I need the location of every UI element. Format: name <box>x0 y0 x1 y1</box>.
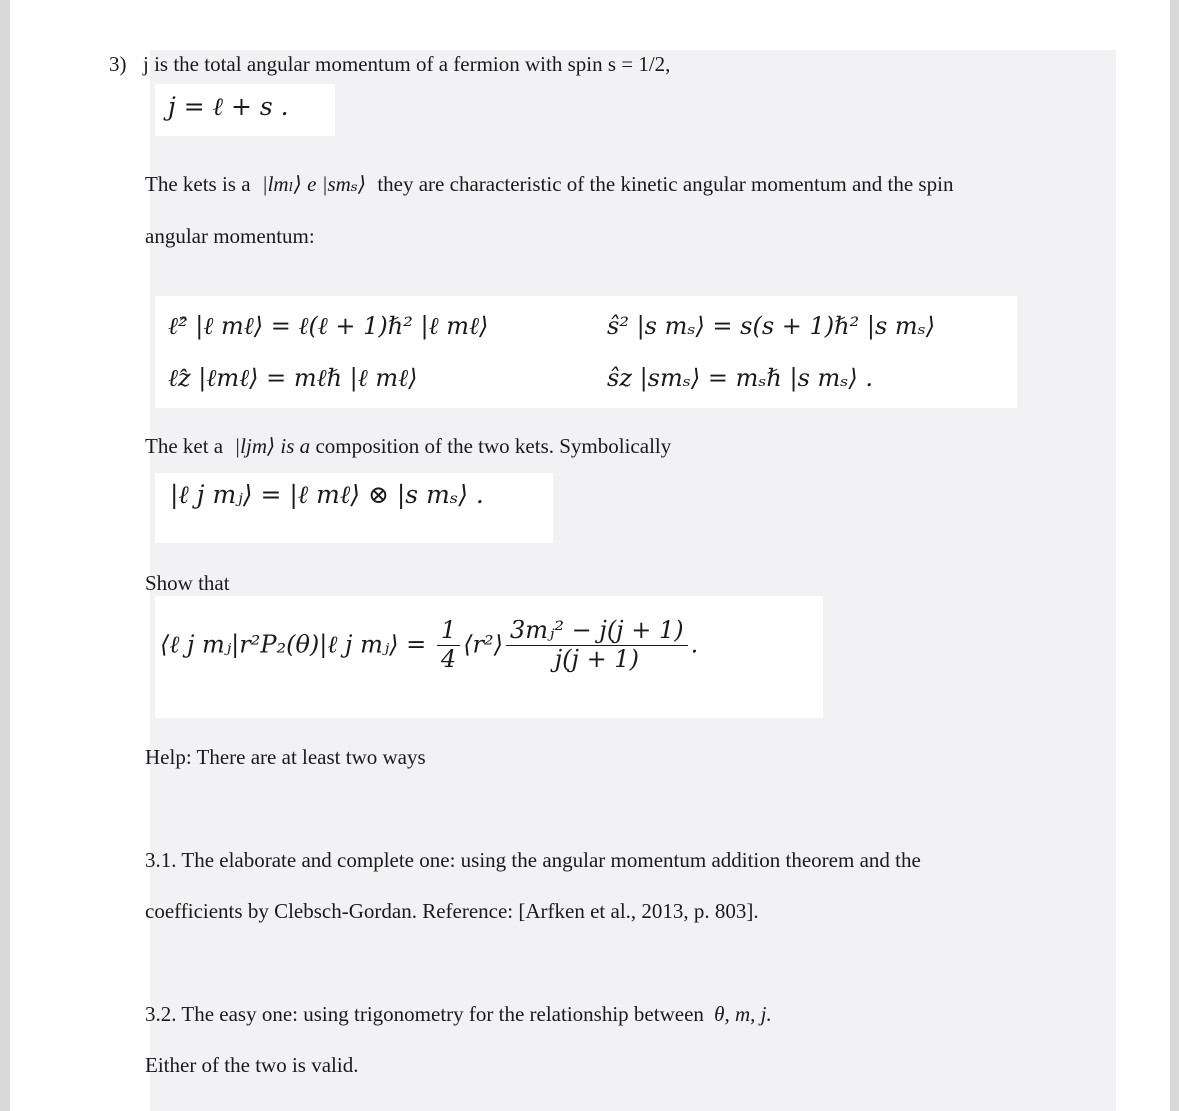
way1-line-1: 3.1. The elaborate and complete one: using the angular momentum addition theorem and the <box>145 848 921 872</box>
eq-sz: ŝ𝑧 |smₛ⟩ = mₛℏ |s mₛ⟩ . <box>607 364 873 392</box>
eq-main-frac2-num: 3mⱼ² − j(j + 1) <box>506 617 688 646</box>
either-line: Either of the two is valid. <box>145 1053 359 1077</box>
problem-shaded-block <box>150 50 1116 1111</box>
way1-line-2: coefficients by Clebsch-Gordan. Reference: [Arfken et al., 2013, p. 803]. <box>145 899 759 923</box>
eq-main-frac1 <box>437 617 460 673</box>
eq-s-squared: ŝ² |s mₛ⟩ = s(s + 1)ℏ² |s mₛ⟩ <box>607 312 936 340</box>
eq-main-end: . <box>690 630 699 659</box>
ket-comp-pre: The ket a <box>145 434 224 458</box>
eq-main <box>160 617 698 673</box>
kets-line1-post: they are characteristic of the kinetic angular momentum and the spin <box>377 172 954 196</box>
eq-main-frac2-den: j(j + 1) <box>554 644 639 673</box>
kets-line-2: angular momentum: <box>145 224 315 248</box>
eq-main-frac1-den: 4 <box>440 644 457 673</box>
problem-number: 3) <box>109 52 127 76</box>
way2-line <box>145 1002 772 1027</box>
eq-total-angular-momentum: j = ℓ + s . <box>168 92 289 121</box>
eq-lz: ℓ̂𝑧 |ℓmℓ⟩ = mℓℏ |ℓ mℓ⟩ <box>168 364 418 392</box>
eq-main-mid: ⟨r²⟩ <box>463 630 504 659</box>
kets-line1-pre: The kets is a <box>145 172 251 196</box>
eq-l-squared: ℓ̂² |ℓ mℓ⟩ = ℓ(ℓ + 1)ℏ² |ℓ mℓ⟩ <box>168 312 489 340</box>
ket-composition-line <box>145 434 671 459</box>
document-page <box>10 0 1170 1111</box>
eq-main-frac2 <box>506 617 688 673</box>
help-text: Help: There are at least two ways <box>145 745 426 769</box>
kets-line-1 <box>145 172 953 197</box>
way2-math: θ, m, j. <box>714 1002 772 1026</box>
kets-line1-math: |lmₗ⟩ e |smₛ⟩ <box>261 172 367 196</box>
show-that: Show that <box>145 571 230 595</box>
problem-intro: j is the total angular momentum of a fermion with spin s = 1/2, <box>143 52 671 76</box>
eq-main-frac1-num: 1 <box>437 617 460 646</box>
eq-main-lhs: ⟨ℓ j mⱼ|r²P₂(θ)|ℓ j mⱼ⟩ = <box>160 630 427 659</box>
way2-pre: 3.2. The easy one: using trigonometry for the relationship between <box>145 1002 704 1026</box>
eq-tensor-product: |ℓ j mⱼ⟩ = |ℓ mℓ⟩ ⊗ |s mₛ⟩ . <box>170 480 484 509</box>
ket-comp-post: composition of the two kets. Symbolically <box>315 434 672 458</box>
ket-comp-math: |ljm⟩ is a <box>234 434 311 458</box>
